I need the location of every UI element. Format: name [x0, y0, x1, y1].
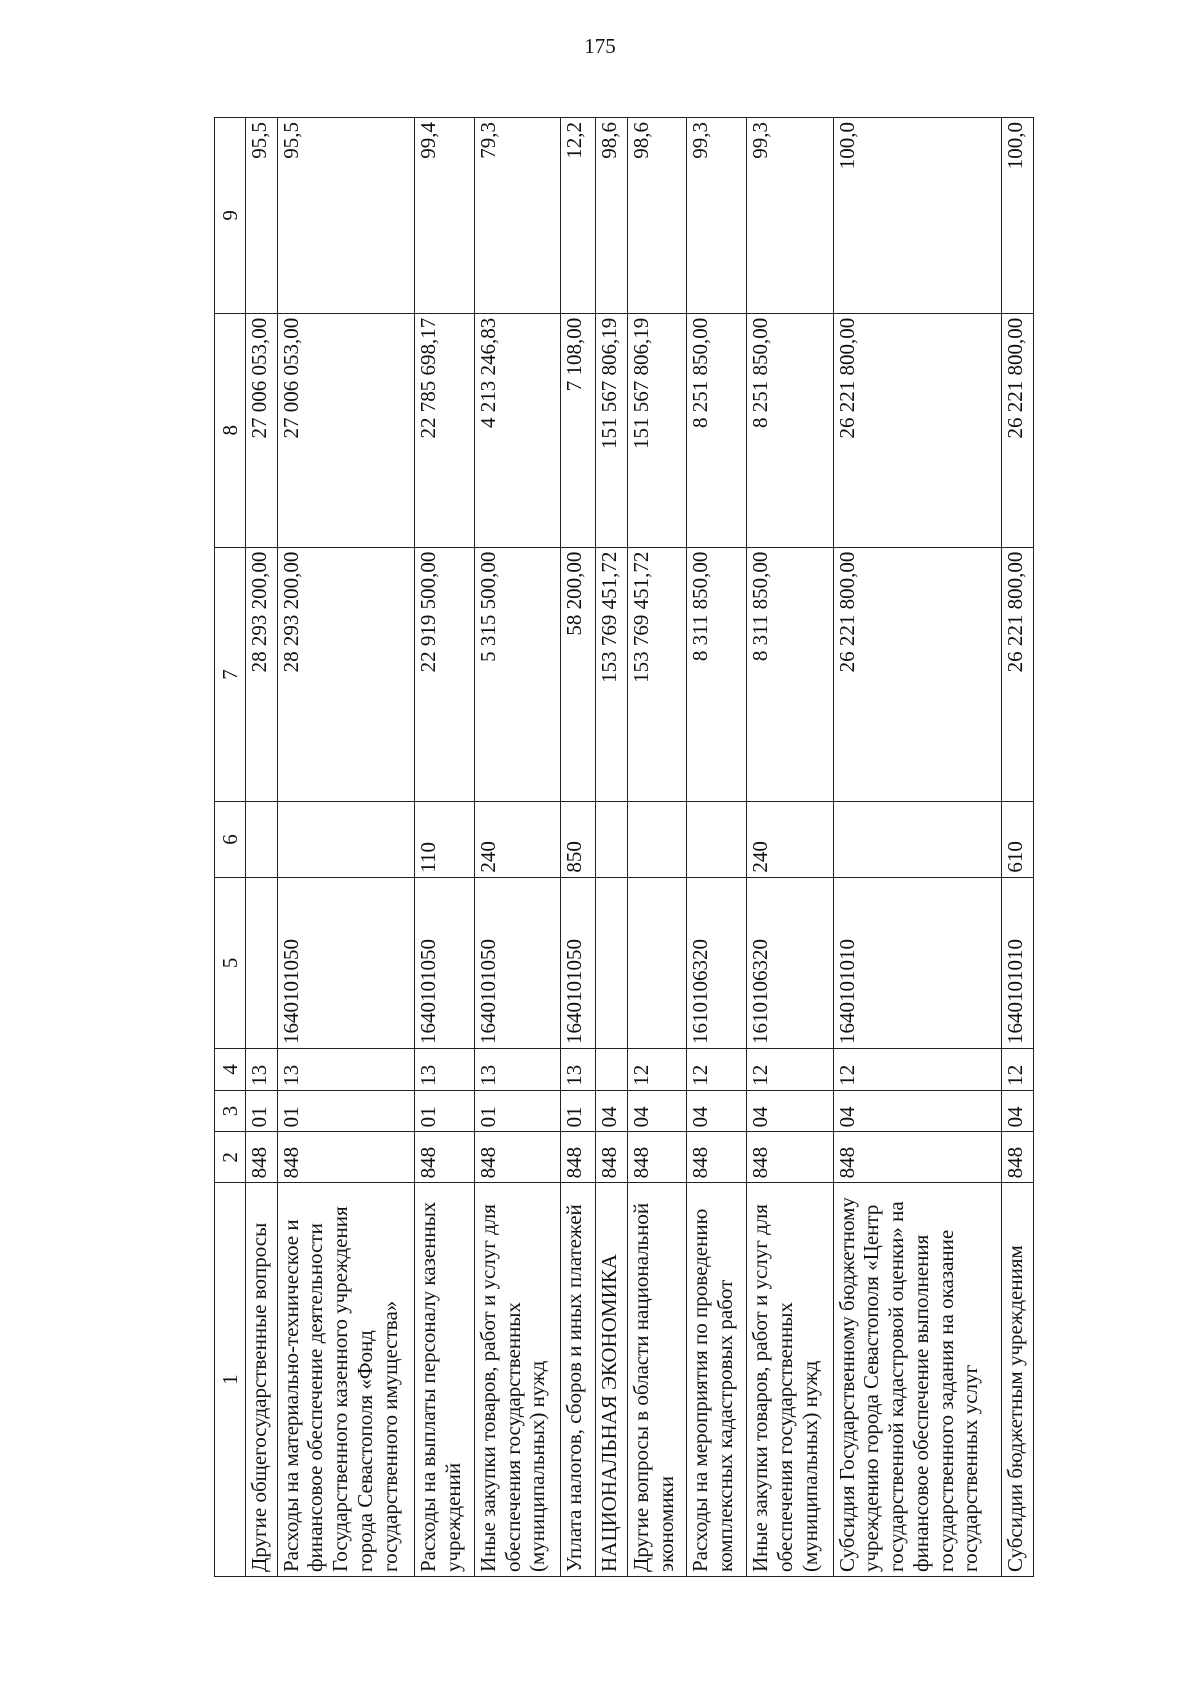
cell-c2: 848	[833, 1132, 1002, 1183]
cell-c6	[277, 802, 414, 877]
column-header: 4	[215, 1049, 246, 1091]
cell-c8: 7 108,00	[561, 313, 596, 547]
cell-c4: 12	[686, 1049, 746, 1091]
cell-c5: 1640101050	[277, 877, 414, 1048]
cell-c6: 110	[414, 802, 474, 877]
cell-c5	[627, 877, 686, 1048]
cell-c7: 26 221 800,00	[1002, 547, 1034, 802]
cell-c5: 1640101050	[474, 877, 561, 1048]
cell-c4: 12	[1002, 1049, 1034, 1091]
cell-c6	[833, 802, 1002, 877]
cell-c3: 01	[414, 1090, 474, 1132]
table-row	[833, 118, 1002, 1577]
cell-c7: 8 311 850,00	[686, 547, 746, 802]
row-name: Расходы на материально-техническое и финансовое обеспечение деятельности Государственного казенного учреждения города Севастополя «Фонд государственного имущества»	[277, 1183, 414, 1577]
cell-c3: 04	[596, 1090, 628, 1132]
column-header: 7	[215, 547, 246, 802]
cell-c8: 26 221 800,00	[833, 313, 1002, 547]
row-name: Другие общегосударственные вопросы	[246, 1183, 278, 1577]
table-row	[246, 118, 278, 1577]
cell-c2: 848	[1002, 1132, 1034, 1183]
cell-c8: 8 251 850,00	[686, 313, 746, 547]
row-name: Субсидии бюджетным учреждениям	[1002, 1183, 1034, 1577]
table-header-row	[215, 118, 246, 1577]
row-name: Другие вопросы в области национальной экономики	[627, 1183, 686, 1577]
table-row	[1002, 118, 1034, 1577]
cell-c6	[627, 802, 686, 877]
cell-c5	[246, 877, 278, 1048]
column-header: 5	[215, 877, 246, 1048]
cell-c4: 13	[414, 1049, 474, 1091]
table-row	[277, 118, 414, 1577]
table-row	[747, 118, 834, 1577]
cell-c6	[246, 802, 278, 877]
column-header: 9	[215, 118, 246, 314]
cell-c7: 22 919 500,00	[414, 547, 474, 802]
cell-c2: 848	[561, 1132, 596, 1183]
table-row	[627, 118, 686, 1577]
cell-c4: 13	[277, 1049, 414, 1091]
cell-c8: 151 567 806,19	[596, 313, 628, 547]
cell-c9: 100,0	[833, 118, 1002, 314]
column-header: 8	[215, 313, 246, 547]
cell-c6: 240	[474, 802, 561, 877]
cell-c3: 04	[1002, 1090, 1034, 1132]
cell-c3: 01	[277, 1090, 414, 1132]
cell-c4: 13	[246, 1049, 278, 1091]
cell-c4: 12	[627, 1049, 686, 1091]
table-row	[686, 118, 746, 1577]
cell-c6: 240	[747, 802, 834, 877]
cell-c4: 13	[561, 1049, 596, 1091]
table-row	[596, 118, 628, 1577]
cell-c9: 95,5	[246, 118, 278, 314]
cell-c2: 848	[414, 1132, 474, 1183]
cell-c6: 850	[561, 802, 596, 877]
column-header: 2	[215, 1132, 246, 1183]
cell-c9: 99,3	[686, 118, 746, 314]
cell-c3: 01	[246, 1090, 278, 1132]
cell-c8: 27 006 053,00	[246, 313, 278, 547]
cell-c9: 98,6	[596, 118, 628, 314]
cell-c8: 4 213 246,83	[474, 313, 561, 547]
cell-c3: 04	[747, 1090, 834, 1132]
cell-c5: 1610106320	[686, 877, 746, 1048]
row-name: НАЦИОНАЛЬНАЯ ЭКОНОМИКА	[596, 1183, 628, 1577]
rotated-table-container	[214, 117, 1034, 1577]
cell-c2: 848	[474, 1132, 561, 1183]
column-header: 1	[215, 1183, 246, 1577]
row-name: Расходы на выплаты персоналу казенных учреждений	[414, 1183, 474, 1577]
cell-c7: 153 769 451,72	[596, 547, 628, 802]
row-name: Расходы на мероприятия по проведению комплексных кадастровых работ	[686, 1183, 746, 1577]
cell-c8: 151 567 806,19	[627, 313, 686, 547]
cell-c6: 610	[1002, 802, 1034, 877]
cell-c6	[686, 802, 746, 877]
cell-c4: 12	[747, 1049, 834, 1091]
cell-c2: 848	[627, 1132, 686, 1183]
table-row	[414, 118, 474, 1577]
cell-c9: 99,4	[414, 118, 474, 314]
cell-c7: 58 200,00	[561, 547, 596, 802]
page-number: 175	[584, 34, 616, 58]
cell-c3: 04	[627, 1090, 686, 1132]
cell-c2: 848	[747, 1132, 834, 1183]
cell-c5	[596, 877, 628, 1048]
table-row	[561, 118, 596, 1577]
cell-c7: 26 221 800,00	[833, 547, 1002, 802]
cell-c2: 848	[246, 1132, 278, 1183]
table-row	[474, 118, 561, 1577]
cell-c5: 1640101050	[414, 877, 474, 1048]
row-name: Иные закупки товаров, работ и услуг для обеспечения государственных (муниципальных) нужд	[747, 1183, 834, 1577]
cell-c3: 01	[474, 1090, 561, 1132]
cell-c7: 5 315 500,00	[474, 547, 561, 802]
cell-c3: 04	[833, 1090, 1002, 1132]
cell-c4: 13	[474, 1049, 561, 1091]
column-header: 3	[215, 1090, 246, 1132]
cell-c5: 1640101050	[561, 877, 596, 1048]
budget-table	[214, 117, 1034, 1577]
cell-c6	[596, 802, 628, 877]
cell-c8: 26 221 800,00	[1002, 313, 1034, 547]
cell-c8: 8 251 850,00	[747, 313, 834, 547]
row-name: Иные закупки товаров, работ и услуг для обеспечения государственных (муниципальных) нужд	[474, 1183, 561, 1577]
cell-c2: 848	[686, 1132, 746, 1183]
cell-c9: 95,5	[277, 118, 414, 314]
cell-c9: 100,0	[1002, 118, 1034, 314]
cell-c5: 1610106320	[747, 877, 834, 1048]
cell-c9: 79,3	[474, 118, 561, 314]
row-name: Уплата налогов, сборов и иных платежей	[561, 1183, 596, 1577]
cell-c2: 848	[277, 1132, 414, 1183]
cell-c9: 12,2	[561, 118, 596, 314]
cell-c4: 12	[833, 1049, 1002, 1091]
cell-c8: 27 006 053,00	[277, 313, 414, 547]
cell-c8: 22 785 698,17	[414, 313, 474, 547]
cell-c5: 1640101010	[1002, 877, 1034, 1048]
column-header: 6	[215, 802, 246, 877]
cell-c3: 04	[686, 1090, 746, 1132]
cell-c7: 28 293 200,00	[277, 547, 414, 802]
cell-c4	[596, 1049, 628, 1091]
cell-c7: 153 769 451,72	[627, 547, 686, 802]
cell-c3: 01	[561, 1090, 596, 1132]
row-name: Субсидия Государственному бюджетному учреждению города Севастополя «Центр государственной кадастровой оценки» на финансовое обеспечение выполнения государственного задания на оказание государственных услуг	[833, 1183, 1002, 1577]
cell-c2: 848	[596, 1132, 628, 1183]
cell-c5: 1640101010	[833, 877, 1002, 1048]
cell-c7: 28 293 200,00	[246, 547, 278, 802]
cell-c7: 8 311 850,00	[747, 547, 834, 802]
cell-c9: 98,6	[627, 118, 686, 314]
cell-c9: 99,3	[747, 118, 834, 314]
